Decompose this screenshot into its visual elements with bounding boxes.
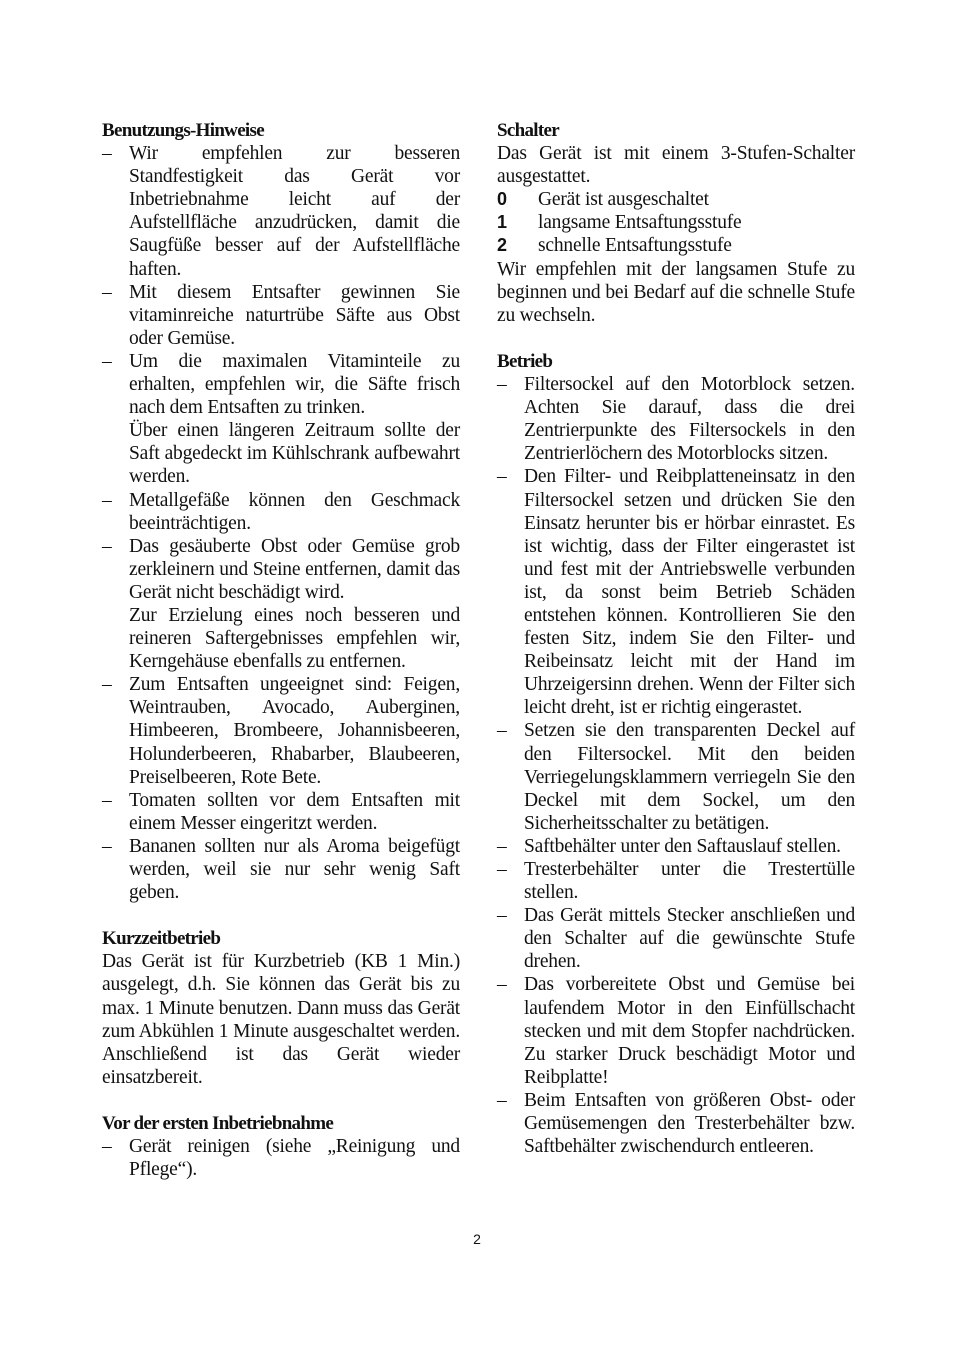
list-item-text: Tresterbehälter unter die Trestertülle stellen.: [524, 859, 855, 904]
list-item-text: Filtersockel auf den Motorblock setzen. Achten Sie darauf, dass die drei Zentrierpunkte des Filtersockels in den Zentrierlöchern des Motorblocks sitzen.: [524, 374, 855, 465]
section-heading: Schalter: [497, 120, 559, 141]
list-item-text: Den Filter- und Reibplatteneinsatz in den Filtersockel setzen und drücken Sie den Einsatz herunter bis er hörbar einrastet. Es ist wichtig, dass der Filter eingerastet ist und fest mit der Antriebswelle verbunden ist, da sonst beim Betrieb Schäden entstehen können. Kontrollieren Sie den festen Sitz, indem Sie den Filter- und Reibeinsatz leicht mit der Hand im Uhrzeigersinn drehen. Wenn der Filter sich leicht dreht, ist er richtig eingerastet.: [524, 466, 855, 719]
list-item-text: Beim Entsaften von größeren Obst- oder Gemüsemengen den Tresterbehälter bzw. Saftbehälter zwischendurch entleeren.: [524, 1089, 855, 1158]
switch-level: [497, 188, 855, 211]
list-item: [102, 350, 460, 489]
bullet-list: [497, 373, 855, 1158]
list-item-text: Um die maximalen Vitaminteile zu erhalten, empfehlen wir, die Säfte frisch nach dem Entsaften zu trinken.: [129, 350, 460, 419]
page-number: 2: [473, 1231, 481, 1247]
section-kurzzeitbetrieb: [102, 927, 460, 1089]
level-number: 1: [497, 212, 507, 233]
switch-levels-list: [497, 188, 855, 257]
list-item: [102, 535, 460, 674]
list-item: [497, 904, 855, 973]
list-item-text: Zum Entsaften ungeeignet sind: Feigen, Weintrauben, Avocado, Auberginen, Himbeeren, Brombeere, Johannisbeeren, Holunderbeeren, Rhabarber, Blaubeeren, Preiselbeeren, Rote Bete.: [129, 674, 460, 788]
list-item: [102, 835, 460, 904]
section-benutzungs-hinweise: [102, 119, 460, 904]
list-item: [497, 973, 855, 1088]
paragraph: Das Gerät ist mit einem 3-Stufen-Schalter ausgestattet.: [497, 143, 855, 188]
spacer: [102, 904, 460, 927]
bullet-list: [102, 1135, 460, 1181]
spacer: [497, 327, 855, 350]
paragraph: Das Gerät ist für Kurzbetrieb (KB 1 Min.) ausgelegt, d.h. Sie können das Gerät bis zu max. 1 Minute benutzen. Dann muss das Gerät zum Abkühlen 1 Minute ausgeschaltet werden. Anschließend ist das Gerät wieder einsatzbereit.: [102, 951, 460, 1088]
list-item: [497, 1089, 855, 1158]
list-item: [102, 281, 460, 350]
list-item: [497, 858, 855, 904]
section-schalter: [497, 119, 855, 327]
list-item-text: Gerät reinigen (siehe „Reinigung und Pflege“).: [129, 1136, 460, 1181]
list-item: [497, 373, 855, 465]
list-item-text: Setzen sie den transparenten Deckel auf den Filtersockel. Mit den beiden Verriegelungsklammern verriegeln Sie den Deckel mit dem Sockel, um den Sicherheitsschalter zu betätigen.: [524, 720, 855, 834]
section-heading: Betrieb: [497, 350, 553, 372]
list-item: [497, 465, 855, 719]
level-label: schnelle Entsaftungsstufe: [538, 235, 732, 257]
right-column: [497, 119, 855, 1158]
list-item-text: Das vorbereitete Obst und Gemüse bei laufendem Motor in den Einfüllschacht stecken und mit dem Stopfer nachdrücken. Zu starker Druck beschädigt Motor und Reibplatte!: [524, 974, 855, 1088]
level-label: Gerät ist ausgeschaltet: [538, 189, 709, 211]
list-item-text: Mit diesem Entsafter gewinnen Sie vitaminreiche naturtrübe Säfte aus Obst oder Gemüse.: [129, 281, 460, 349]
left-column: [102, 119, 460, 1181]
bullet-list: [102, 142, 460, 904]
list-item: [102, 489, 460, 535]
list-item-text: Saftbehälter unter den Saftauslauf stellen.: [524, 835, 841, 857]
switch-level: [497, 234, 855, 257]
list-item-text: Tomaten sollten vor dem Entsaften mit einem Messer eingeritzt werden.: [129, 789, 460, 834]
section-heading: Benutzungs-Hinweise: [102, 120, 264, 141]
level-label: langsame Entsaftungsstufe: [538, 212, 742, 234]
list-item: [497, 719, 855, 834]
list-item: [102, 1135, 460, 1181]
section-heading: Kurzzeitbetrieb: [102, 928, 221, 950]
list-item-text: Das Gerät mittels Stecker anschließen und den Schalter auf die gewünschte Stufe drehen.: [524, 905, 855, 973]
section-betrieb: [497, 350, 855, 1158]
list-item: [102, 789, 460, 835]
switch-level: [497, 211, 855, 234]
list-item-subtext: Über einen längeren Zeitraum sollte der Saft abgedeckt im Kühlschrank aufbewahrt werden.: [129, 420, 460, 488]
list-item-text: Wir empfehlen zur besseren Standfestigkeit das Gerät vor Inbetriebnahme leicht auf der Aufstellfläche anzudrücken, damit die Saugfüße besser auf der Aufstellfläche haften.: [129, 143, 460, 280]
section-erste-inbetriebnahme: [102, 1112, 460, 1181]
section-heading: Vor der ersten Inbetriebnahme: [102, 1113, 334, 1135]
spacer: [102, 1089, 460, 1112]
list-item: [497, 835, 855, 858]
list-item-text: Bananen sollten nur als Aroma beigefügt werden, weil sie nur sehr wenig Saft geben.: [129, 835, 460, 904]
list-item-text: Das gesäuberte Obst oder Gemüse grob zerkleinern und Steine entfernen, damit das Gerät nicht beschädigt wird.: [129, 535, 460, 603]
list-item-text: Metallgefäße können den Geschmack beeinträchtigen.: [129, 489, 460, 534]
list-item: [102, 142, 460, 281]
list-item-subtext: Zur Erzielung eines noch besseren und reineren Saftergebnisses empfehlen wir, Kerngehäuse ebenfalls zu entfernen.: [129, 604, 460, 673]
list-item: [102, 673, 460, 788]
level-number: 2: [497, 235, 507, 256]
paragraph: Wir empfehlen mit der langsamen Stufe zu beginnen und bei Bedarf auf die schnelle Stufe zu wechseln.: [497, 258, 855, 326]
level-number: 0: [497, 189, 507, 210]
